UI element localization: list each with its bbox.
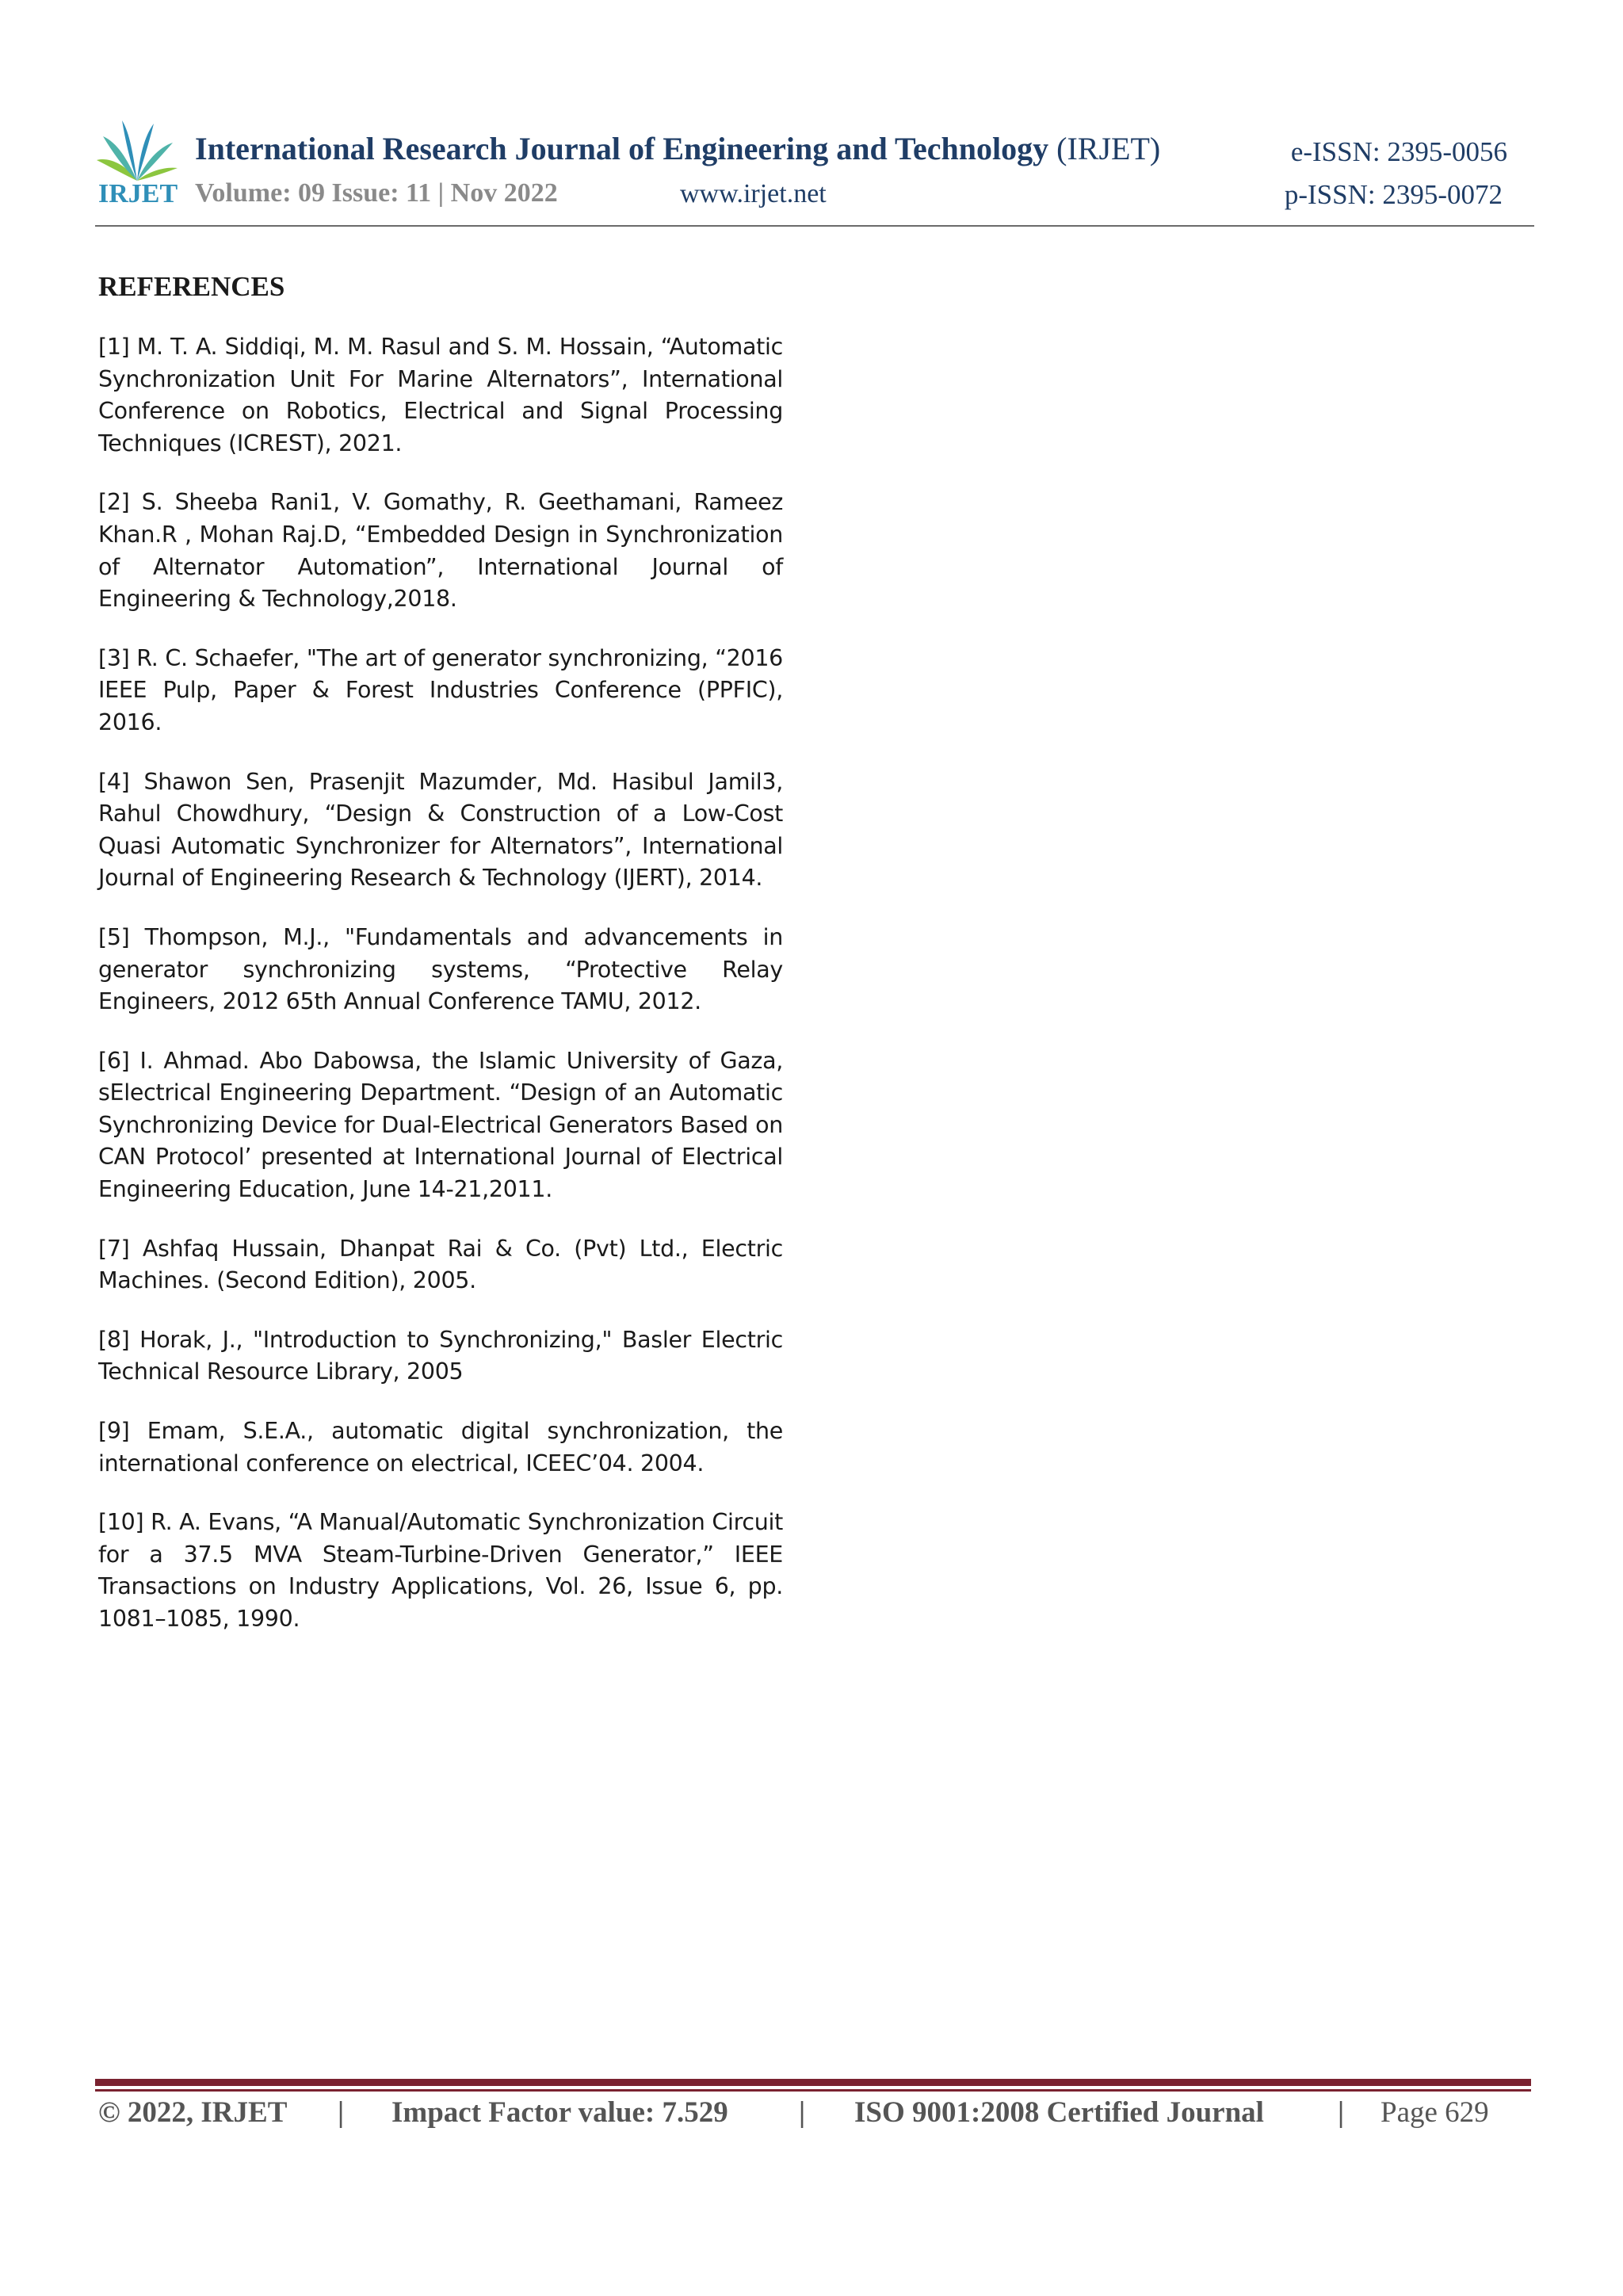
reference-item: [5] Thompson, M.J., "Fundamentals and advancements in generator synchronizing systems, “Protective Relay Engineers, 2012 65th Annual Conference TAMU, 2012.	[98, 923, 783, 1015]
website-link[interactable]: www.irjet.net	[680, 179, 827, 208]
references-list	[98, 331, 783, 1636]
reference-item: [3] R. C. Schaefer, "The art of generator synchronizing, “2016 IEEE Pulp, Paper & Forest Industries Conference (PPFIC), 2016.	[98, 644, 783, 735]
footer-impact-factor: Impact Factor value: 7.529	[391, 2096, 728, 2129]
reference-item: [1] M. T. A. Siddiqi, M. M. Rasul and S. M. Hossain, “Automatic Synchronization Unit For Marine Alternators”, International Conference on Robotics, Electrical and Signal Processing Techniques (ICREST), 2021.	[98, 334, 783, 457]
header-divider	[95, 225, 1534, 227]
p-issn: p-ISSN: 2395-0072	[1284, 179, 1503, 210]
logo-text: IRJET	[98, 179, 178, 208]
references-section	[98, 269, 783, 1663]
references-heading: REFERENCES	[98, 271, 285, 302]
journal-title-text: International Research Journal of Engineering and Technology	[195, 131, 1049, 166]
page-footer	[98, 2095, 1525, 2135]
footer-separator: |	[338, 2096, 345, 2129]
footer-iso-certification: ISO 9001:2008 Certified Journal	[854, 2096, 1264, 2129]
journal-abbr: (IRJET)	[1056, 131, 1161, 166]
reference-item: [4] Shawon Sen, Prasenjit Mazumder, Md. Hasibul Jamil3, Rahul Chowdhury, “Design & Construction of a Low-Cost Quasi Automatic Synchronizer for Alternators”, International Journal of Engineering Research & Technology (IJERT), 2014.	[98, 768, 783, 892]
page-header	[0, 0, 1623, 238]
reference-item: [10] R. A. Evans, “A Manual/Automatic Synchronization Circuit for a 37.5 MVA Steam-Turbine-Driven Generator,” IEEE Transactions on Industry Applications, Vol. 26, Issue 6, pp. 1081–1085, 1990.	[98, 1509, 783, 1632]
footer-separator: |	[799, 2096, 806, 2129]
footer-page-number: Page 629	[1381, 2096, 1489, 2129]
footer-divider-thick	[95, 2079, 1531, 2086]
footer-divider-thin	[95, 2089, 1531, 2092]
journal-title	[195, 130, 1160, 167]
footer-separator: |	[1338, 2096, 1345, 2129]
reference-item: [2] S. Sheeba Rani1, V. Gomathy, R. Geethamani, Rameez Khan.R , Mohan Raj.D, “Embedded Design in Synchronization of Alternator Automation”, International Journal of Engineering & Technology,2018.	[98, 489, 783, 613]
reference-item: [6] I. Ahmad. Abo Dabowsa, the Islamic University of Gaza, sElectrical Engineering Department. “Design of an Automatic Synchronizing Device for Dual-Electrical Generators Based on CAN Protocol’ presented at International Journal of Electrical Engineering Education, June 14-21,2011.	[98, 1047, 783, 1203]
footer-copyright: © 2022, IRJET	[98, 2096, 288, 2129]
reference-item: [9] Emam, S.E.A., automatic digital synchronization, the international conference on electrical, ICEEC’04. 2004.	[98, 1418, 783, 1477]
volume-issue: Volume: 09 Issue: 11 | Nov 2022	[195, 178, 558, 208]
reference-item: [8] Horak, J., "Introduction to Synchronizing," Basler Electric Technical Resource Library, 2005	[98, 1326, 783, 1385]
e-issn: e-ISSN: 2395-0056	[1290, 136, 1507, 167]
reference-item: [7] Ashfaq Hussain, Dhanpat Rai & Co. (Pvt) Ltd., Electric Machines. (Second Edition), 2005.	[98, 1235, 783, 1294]
